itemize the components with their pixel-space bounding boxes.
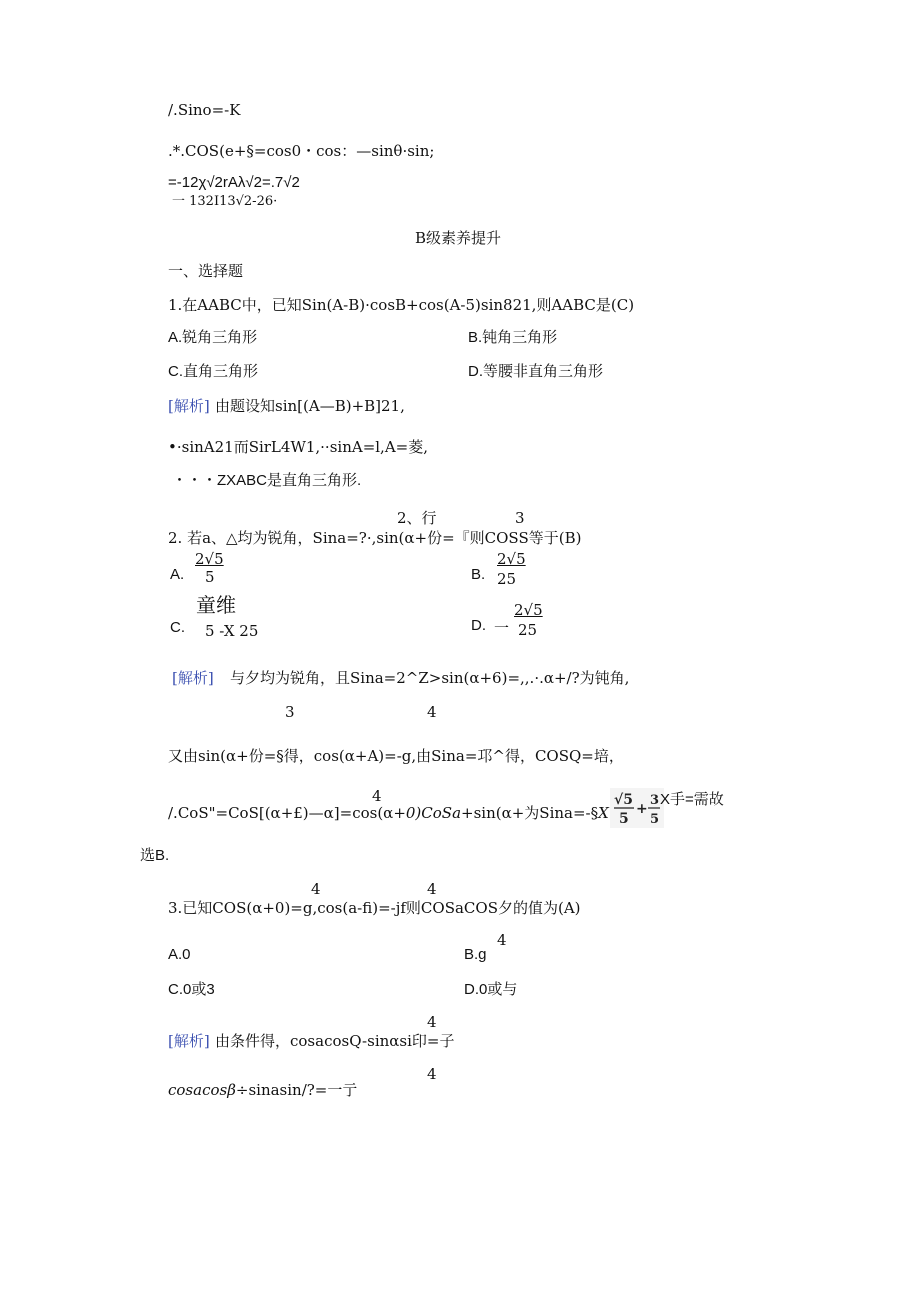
q2-above-2: 3 — [515, 509, 525, 527]
fraction-2-numerator: 3 — [650, 793, 660, 808]
q2-stem: 2. 若a、△均为锐角，Sina=?·,sin(α+份=『则COSS等于(B) — [168, 529, 582, 547]
q2-option-d-denominator: 25 — [518, 621, 538, 639]
q2-option-c-label: C. — [170, 619, 185, 636]
q3-above-1: 4 — [311, 880, 321, 898]
q2-option-d-numerator: 2√5 — [514, 601, 543, 619]
q3-analysis-line-2-italic: cosacosβ — [168, 1081, 236, 1099]
q3-analysis-line-2 — [168, 1081, 357, 1099]
q2-analysis-num-3: 4 — [372, 787, 382, 805]
q2-analysis-line-3-pre: /.CoS"=CoS[(α+£)—α]=cos(α+ — [168, 804, 406, 822]
q2-analysis-line-3-italic: 0)CoSa — [405, 804, 462, 822]
q2-option-a-denominator: 5 — [205, 568, 215, 586]
q2-option-c-bottom: 5 -X 25 — [205, 622, 259, 640]
q2-option-b-numerator: 2√5 — [497, 550, 526, 568]
q3-stem: 3.已知COS(α+0)=g,cos(a-fi)=-jf则COSaCOS夕的值为(A) — [168, 899, 581, 917]
q3-analysis-line-1: 由条件得，cosacosQ-sinαsi印=子 — [215, 1032, 455, 1050]
q2-option-b-denominator: 25 — [497, 570, 517, 588]
q2-option-d-dash: 一 — [494, 619, 510, 637]
fraction-expression-image — [610, 788, 664, 828]
q3-analysis-line-2-post: ÷sinasin/?=一亍 — [235, 1081, 358, 1099]
q1-stem: 1.在AABC中，已知Sin(A-B)·cosB+cos(A-5)sin821,则AABC是(C) — [168, 296, 635, 314]
fraction-2-denominator: 5 — [650, 812, 660, 827]
part-title: 一、选择题 — [168, 262, 244, 280]
top-line-1: /.Sino=-K — [168, 101, 241, 119]
top-line-2: .*.COS(e+§=cos0・cos：—sinθ·sin; — [168, 142, 435, 160]
q2-option-a-label: A. — [170, 566, 185, 583]
fraction-1-numerator: √5 — [614, 792, 633, 808]
q1-analysis-line-3: ・・・ZXABC是直角三角形. — [172, 472, 362, 489]
q3-option-d: D.0或与 — [464, 981, 518, 998]
q2-analysis-line-3-x: X — [598, 804, 609, 822]
q1-analysis-line-1: 由题设知sin[(A—B)+B]21, — [215, 397, 405, 415]
q2-analysis-tag: [解析] — [172, 669, 214, 687]
q1-option-b: B.钝角三角形 — [468, 329, 558, 346]
q3-analysis-num-2: 4 — [427, 1065, 437, 1083]
q2-option-a-numerator: 2√5 — [195, 550, 224, 568]
q2-analysis-line-1: 与夕均为锐角，且Sina=2^Z>sin(α+6)=,,.·.α+/?为钝角, — [230, 669, 630, 687]
q1-option-d: D.等腰非直角三角形 — [468, 363, 604, 380]
top-line-4: 一 132I13√2-26· — [172, 194, 278, 209]
q1-analysis-line-2: •·sinA21而SirL4W1,··sinA=l,A=菱, — [168, 438, 428, 456]
q3-option-b: B.g — [464, 946, 487, 963]
q2-analysis-line-4: 选B. — [140, 847, 170, 864]
fraction-expression-svg — [610, 788, 664, 828]
q1-option-c: C.直角三角形 — [168, 363, 259, 380]
q2-analysis-line-2: 又由sin(α+份=§得，cos(α+A)=-g,由Sina=邛^得，COSQ=培， — [168, 747, 624, 765]
q2-analysis-line-3-tail: X手=需故 — [660, 791, 724, 808]
q2-analysis-num-1: 3 — [285, 703, 295, 721]
q3-option-c: C.0或3 — [168, 981, 215, 998]
q2-analysis-line-3 — [168, 804, 609, 822]
q2-above-1: 2、行 — [397, 509, 437, 527]
q2-analysis-num-2: 4 — [427, 703, 437, 721]
q3-above-2: 4 — [427, 880, 437, 898]
q3-option-a: A.0 — [168, 946, 191, 963]
q3-option-b-sup: 4 — [497, 931, 507, 949]
q2-analysis-line-3-post: +sin(α+为Sina=-§ — [461, 804, 599, 822]
q2-option-c-top: 童维 — [196, 593, 236, 617]
q2-option-d-label: D. — [471, 617, 486, 634]
q3-analysis-tag: [解析] — [168, 1032, 210, 1050]
q2-option-b-label: B. — [471, 566, 486, 583]
fraction-plus: + — [636, 801, 648, 817]
top-line-3: =-12χ√2rAλ√2=.7√2 — [168, 174, 300, 191]
q1-option-a: A.锐角三角形 — [168, 329, 258, 346]
q1-analysis-tag: [解析] — [168, 397, 210, 415]
fraction-1-denominator: 5 — [619, 811, 629, 827]
section-title: B级素养提升 — [415, 229, 502, 247]
q3-analysis-num-1: 4 — [427, 1013, 437, 1031]
